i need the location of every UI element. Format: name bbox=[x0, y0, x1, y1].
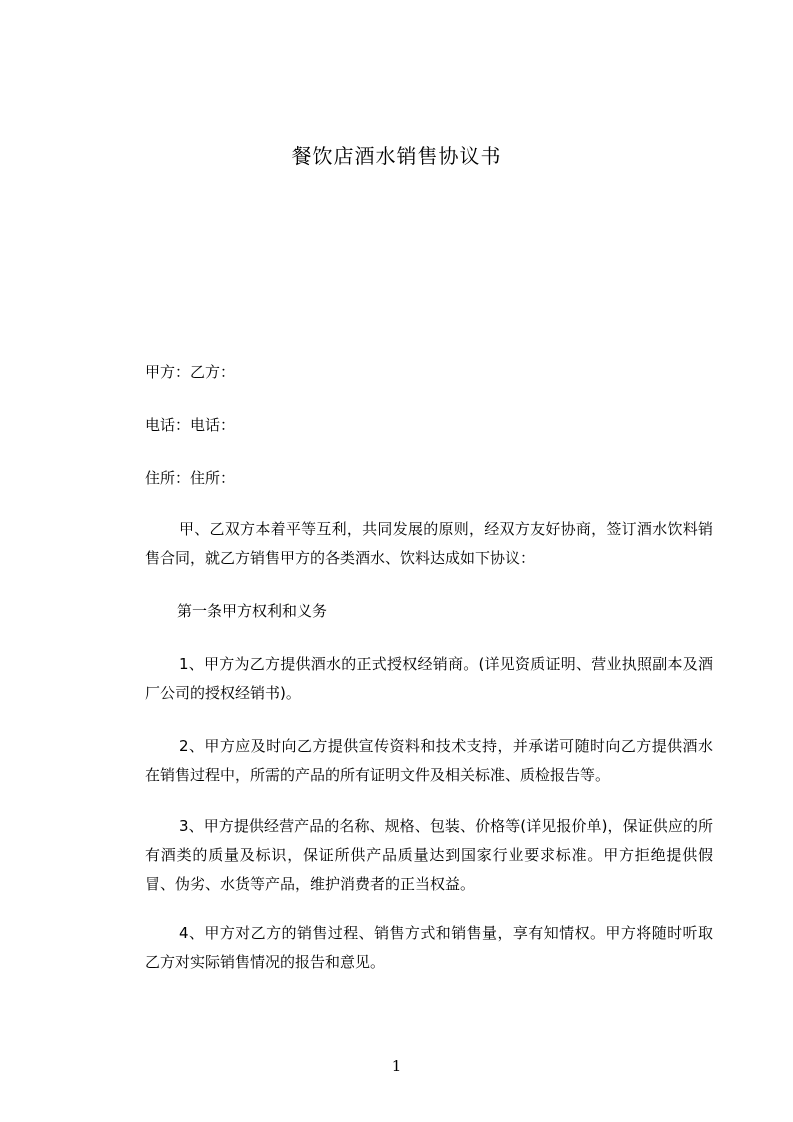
article-heading: 第一条甲方权利和义务 bbox=[177, 602, 328, 620]
phone-line: 电话：电话： bbox=[145, 416, 236, 434]
clause-2: 2、甲方应及时向乙方提供宣传资料和技术支持，并承诺可随时向乙方提供酒水在销售过程中，所需的产品的所有证明文件及相关标准、质检报告等。 bbox=[145, 737, 713, 784]
document-title: 餐饮店酒水销售协议书 bbox=[291, 144, 502, 168]
page-number: 1 bbox=[391, 1057, 402, 1075]
intro-paragraph: 甲、乙双方本着平等互利，共同发展的原则，经双方友好协商，签订酒水饮料销售合同，就乙方销售甲方的各类酒水、饮料达成如下协议： bbox=[145, 520, 713, 567]
clause-3: 3、甲方提供经营产品的名称、规格、包装、价格等(详见报价单)，保证供应的所有酒类的质量及标识，保证所供产品质量达到国家行业要求标准。甲方拒绝提供假冒、伪劣、水货等产品，维护消费者的正当权益。 bbox=[145, 817, 713, 893]
clause-4: 4、甲方对乙方的销售过程、销售方式和销售量，享有知情权。甲方将随时听取乙方对实际销售情况的报告和意见。 bbox=[145, 924, 713, 971]
clause-1: 1、甲方为乙方提供酒水的正式授权经销商。(详见资质证明、营业执照副本及酒厂公司的授权经销书)。 bbox=[145, 655, 713, 702]
parties-line: 甲方：乙方： bbox=[145, 363, 236, 381]
address-line: 住所：住所： bbox=[145, 469, 236, 487]
